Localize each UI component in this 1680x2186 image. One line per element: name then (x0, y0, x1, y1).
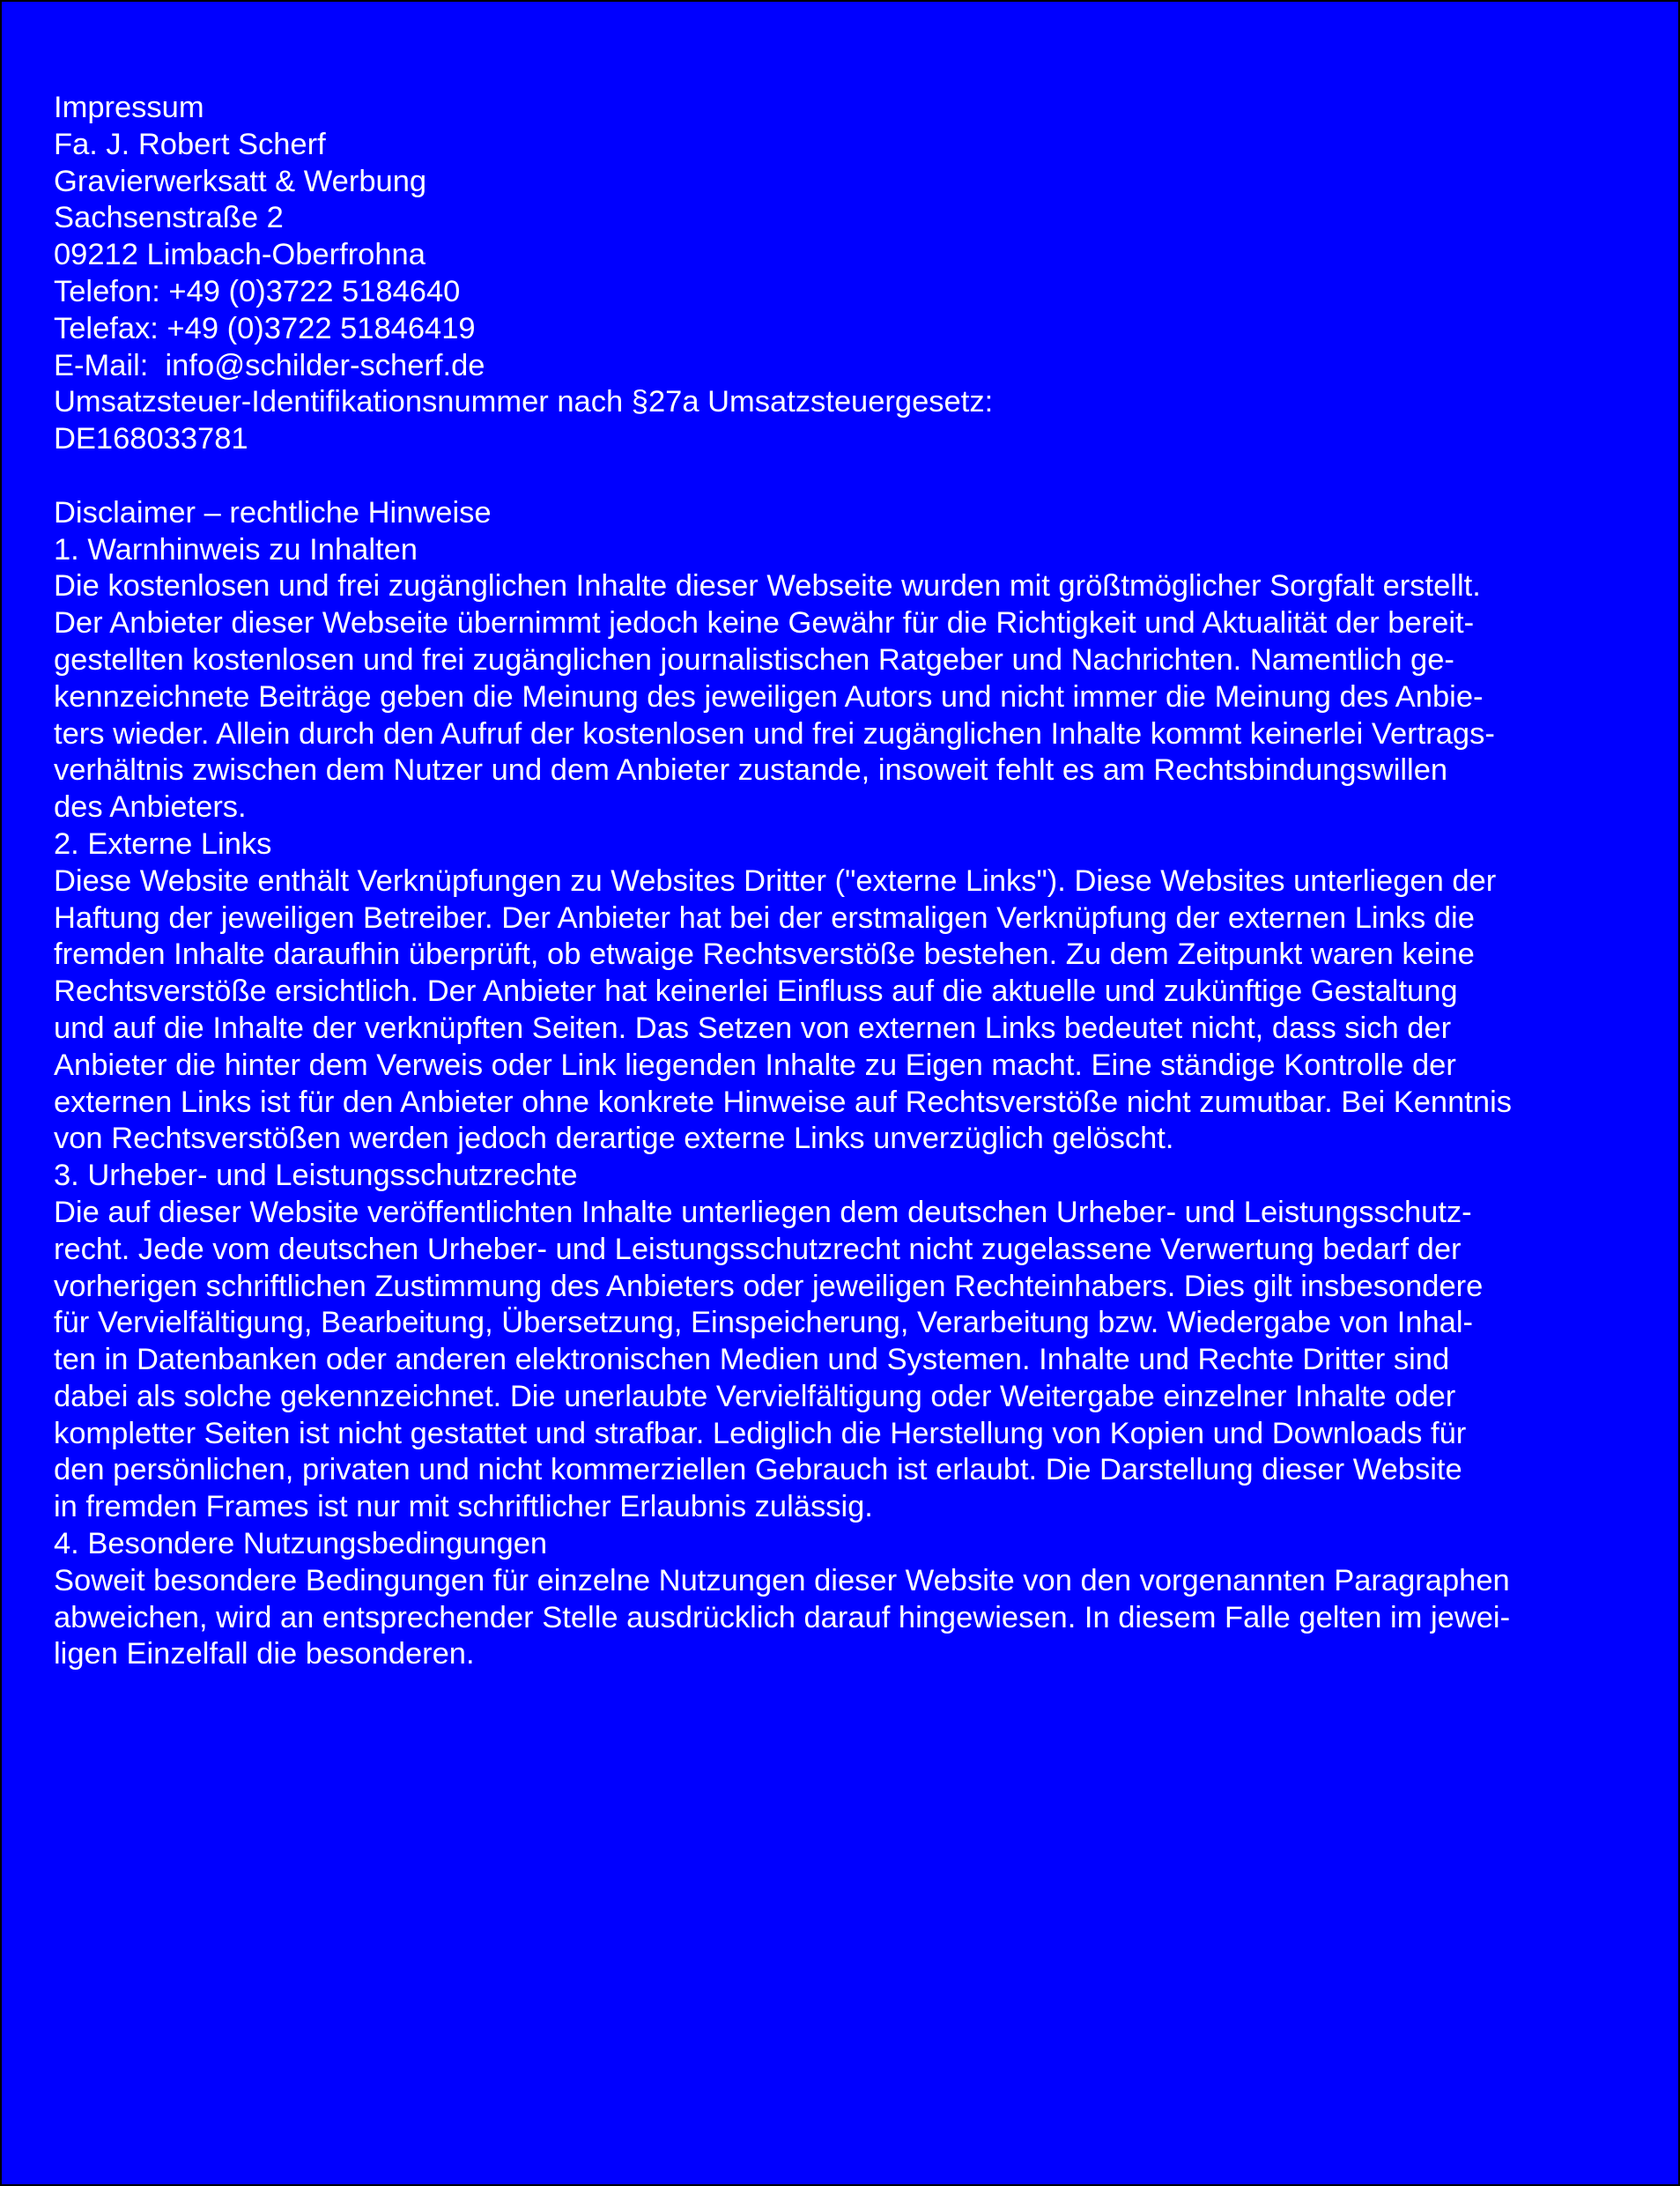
business-type: Gravierwerksatt & Werbung (54, 164, 427, 198)
section-heading: 1. Warnhinweis zu Inhalten (54, 532, 418, 567)
paragraph-line: ligen Einzelfall die besonderen. (54, 1637, 475, 1671)
disclaimer-title: Disclaimer – rechtliche Hinweise (54, 495, 492, 530)
section-heading: 3. Urheber- und Leistungsschutzrechte (54, 1159, 578, 1193)
paragraph-line: des Anbieters. (54, 790, 247, 825)
paragraph-line: in fremden Frames ist nur mit schriftlicher Erlaubnis zulässig. (54, 1490, 873, 1524)
paragraph-line: Die auf dieser Website veröffentlichten Inhalte unterliegen dem deutschen Urheber- und Leistungsschutz- (54, 1195, 1472, 1229)
email-line (54, 348, 1657, 385)
disclaimer-section-warnhinweis (54, 532, 1657, 826)
phone-number: Telefon: +49 (0)3722 5184640 (54, 274, 461, 308)
paragraph-line: vorherigen schriftlichen Zustimmung des Anbieters oder jeweiligen Rechteinhabers. Dies gilt insbesondere (54, 1269, 1484, 1303)
vat-label: Umsatzsteuer-Identifikationsnummer nach §27a Umsatzsteuergesetz: (54, 385, 994, 419)
disclaimer-section-nutzungsbedingungen (54, 1526, 1657, 1673)
paragraph-line: recht. Jede vom deutschen Urheber- und Leistungsschutzrecht nicht zugelassene Verwertung bedarf der (54, 1232, 1462, 1266)
street-address: Sachsenstraße 2 (54, 201, 284, 235)
paragraph-line: verhältnis zwischen dem Nutzer und dem Anbieter zustande, insoweit fehlt es am Rechtsbindungswillen (54, 753, 1448, 788)
section-heading: 4. Besondere Nutzungsbedingungen (54, 1527, 548, 1561)
paragraph-line: Rechtsverstöße ersichtlich. Der Anbieter hat keinerlei Einfluss auf die aktuelle und zukünftige Gestaltung (54, 974, 1458, 1009)
paragraph-line: Anbieter die hinter dem Verweis oder Link liegenden Inhalte zu Eigen macht. Eine ständige Kontrolle der (54, 1048, 1456, 1082)
paragraph-line: abweichen, wird an entsprechender Stelle ausdrücklich darauf hingewiesen. In diesem Falle gelten im jewei- (54, 1600, 1511, 1634)
paragraph-line: fremden Inhalte daraufhin überprüft, ob etwaige Rechtsverstöße bestehen. Zu dem Zeitpunkt waren keine (54, 937, 1475, 972)
content (54, 90, 1657, 1673)
vat-id: DE168033781 (54, 422, 248, 456)
company-name: Fa. J. Robert Scherf (54, 127, 326, 161)
paragraph-line: Soweit besondere Bedingungen für einzelne Nutzungen dieser Website von den vorgenannten Paragraphen (54, 1563, 1510, 1597)
paragraph-line: externen Links ist für den Anbieter ohne konkrete Hinweise auf Rechtsverstöße nicht zumutbar. Bei Kenntnis (54, 1085, 1512, 1119)
paragraph-line: Haftung der jeweiligen Betreiber. Der Anbieter hat bei der erstmaligen Verknüpfung der externen Links die (54, 900, 1475, 935)
paragraph-line: kompletter Seiten ist nicht gestattet und strafbar. Lediglich die Herstellung von Kopien und Downloads für (54, 1416, 1467, 1450)
impressum-title: Impressum (54, 91, 204, 124)
email-address: info@schilder-scherf.de (165, 348, 485, 382)
paragraph-line: gestellten kostenlosen und frei zugänglichen journalistischen Ratgeber und Nachrichten. Namentlich ge- (54, 642, 1454, 677)
section-heading: 2. Externe Links (54, 826, 272, 861)
fax-number: Telefax: +49 (0)3722 51846419 (54, 311, 476, 345)
paragraph-line: dabei als solche gekennzeichnet. Die unerlaubte Vervielfältigung oder Weitergabe einzelner Inhalte oder (54, 1379, 1456, 1413)
paragraph-line: Die kostenlosen und frei zugänglichen Inhalte dieser Webseite wurden mit größtmöglicher Sorgfalt erstellt. (54, 569, 1481, 604)
city-address: 09212 Limbach-Oberfrohna (54, 238, 426, 272)
section-spacer (54, 458, 1657, 495)
disclaimer-block (54, 495, 1657, 1674)
paragraph-line: und auf die Inhalte der verknüpften Seiten. Das Setzen von externen Links bedeutet nicht, dass sich der (54, 1011, 1452, 1045)
paragraph-line: ters wieder. Allein durch den Aufruf der kostenlosen und frei zugänglichen Inhalte kommt keinerlei Vertrags- (54, 716, 1495, 751)
disclaimer-section-urheberrecht (54, 1158, 1657, 1526)
disclaimer-section-externe-links (54, 826, 1657, 1158)
impressum-block (54, 90, 1657, 458)
email-label: E-Mail: (54, 348, 166, 382)
paragraph-line: für Vervielfältigung, Bearbeitung, Übersetzung, Einspeicherung, Verarbeitung bzw. Wiedergabe von Inhal- (54, 1306, 1473, 1340)
paragraph-line: von Rechtsverstößen werden jedoch derartige externe Links unverzüglich gelöscht. (54, 1122, 1174, 1156)
paragraph-line: kennzeichnete Beiträge geben die Meinung des jeweiligen Autors und nicht immer die Meinung des Anbie- (54, 679, 1484, 714)
paragraph-line: Diese Website enthält Verknüpfungen zu Websites Dritter ("externe Links"). Diese Websites unterliegen der (54, 863, 1497, 898)
paragraph-line: Der Anbieter dieser Webseite übernimmt jedoch keine Gewähr für die Richtigkeit und Aktualität der bereit- (54, 606, 1475, 641)
paragraph-line: ten in Datenbanken oder anderen elektronischen Medien und Systemen. Inhalte und Rechte Dritter sind (54, 1343, 1450, 1377)
paragraph-line: den persönlichen, privaten und nicht kommerziellen Gebrauch ist erlaubt. Die Darstellung dieser Website (54, 1453, 1462, 1487)
